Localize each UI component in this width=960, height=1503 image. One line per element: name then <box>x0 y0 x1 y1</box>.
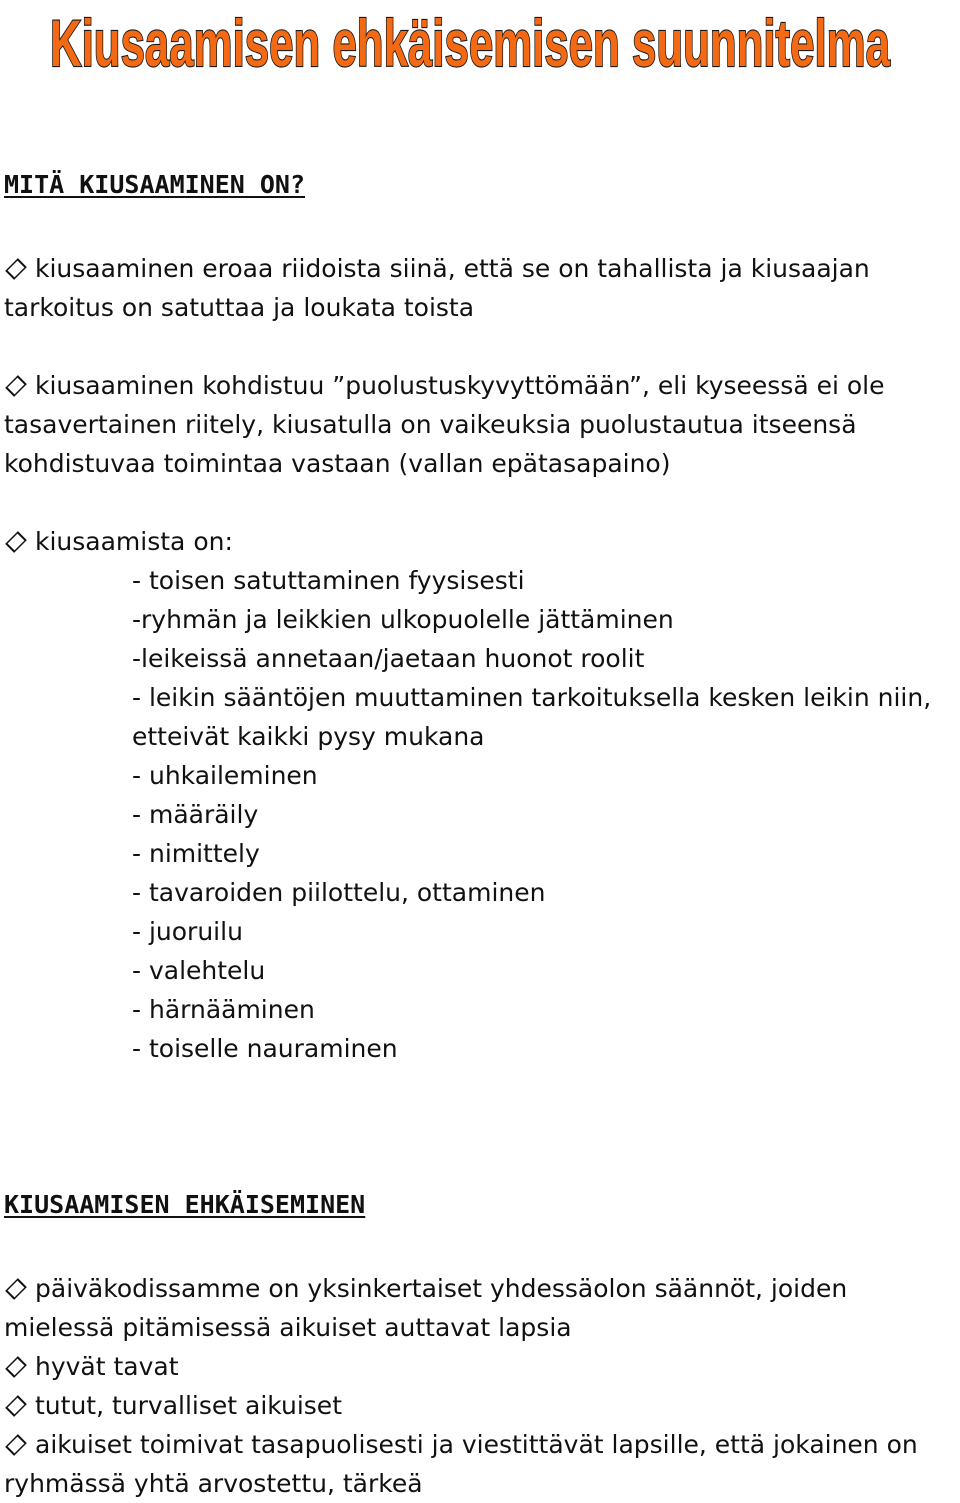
list-item: -ryhmän ja leikkien ulkopuolelle jättäminen <box>132 605 674 634</box>
bullet-text: aikuiset toimivat tasapuolisesti ja viestittävät lapsille, että jokainen on ryhmässä yhtä arvostettu, tärkeä <box>4 1430 918 1498</box>
title-text: Kiusaamisen ehkäisemisen suunnitelma <box>50 6 891 80</box>
list-item: - nimittely <box>132 839 260 868</box>
section-prevention <box>4 1190 956 1503</box>
diamond-bullet-icon <box>5 1434 27 1456</box>
list-item: - valehtelu <box>132 956 266 985</box>
bullet-text: kiusaamista on: <box>35 527 233 556</box>
bullet-text: kiusaaminen eroaa riidoista siinä, että se on tahallista ja kiusaajan tarkoitus on satuttaa ja loukata toista <box>4 254 870 322</box>
list-item: - tavaroiden piilottelu, ottaminen <box>132 878 546 907</box>
bullet-item <box>4 1425 956 1503</box>
diamond-bullet-icon <box>5 1356 27 1378</box>
bullet-item <box>4 1269 956 1347</box>
bullet-item <box>4 249 956 327</box>
section-what-is-bullying <box>4 170 956 1068</box>
bullet-item <box>4 1347 956 1386</box>
list-item: - härnääminen <box>132 995 315 1024</box>
list-item: -leikeissä annetaan/jaetaan huonot roolit <box>132 644 645 673</box>
list-item: - juoruilu <box>132 917 243 946</box>
bullet-text: kiusaaminen kohdistuu ”puolustuskyvyttömään”, eli kyseessä ei ole tasavertainen riitely, kiusatulla on vaikeuksia puolustautua itseensä kohdistuvaa toimintaa vastaan (vallan epätasapaino) <box>4 371 885 478</box>
diamond-bullet-icon <box>5 375 27 397</box>
section-heading: MITÄ KIUSAAMINEN ON? <box>4 170 306 199</box>
section-heading: KIUSAAMISEN EHKÄISEMINEN <box>4 1190 366 1219</box>
list-item: - leikin sääntöjen muuttaminen tarkoituksella kesken leikin niin, <box>132 683 932 712</box>
bullet-text: tutut, turvalliset aikuiset <box>35 1391 342 1420</box>
list-item: - uhkaileminen <box>132 761 318 790</box>
diamond-bullet-icon <box>5 258 27 280</box>
document-title <box>0 0 960 80</box>
list-item: - toisen satuttaminen fyysisesti <box>132 566 525 595</box>
list-item: - toiselle nauraminen <box>132 1034 398 1063</box>
diamond-bullet-icon <box>5 531 27 553</box>
list-item: etteivät kaikki pysy mukana <box>132 722 485 751</box>
list-item: - määräily <box>132 800 259 829</box>
bullet-text: hyvät tavat <box>35 1352 179 1381</box>
bullet-item <box>4 1386 956 1425</box>
diamond-bullet-icon <box>5 1278 27 1300</box>
bullet-item <box>4 522 956 561</box>
bullet-item <box>4 366 956 483</box>
bullet-text: päiväkodissamme on yksinkertaiset yhdessäolon säännöt, joiden mielessä pitämisessä aikuiset auttavat lapsia <box>4 1274 848 1342</box>
bullying-forms-list <box>4 561 956 1068</box>
diamond-bullet-icon <box>5 1395 27 1417</box>
